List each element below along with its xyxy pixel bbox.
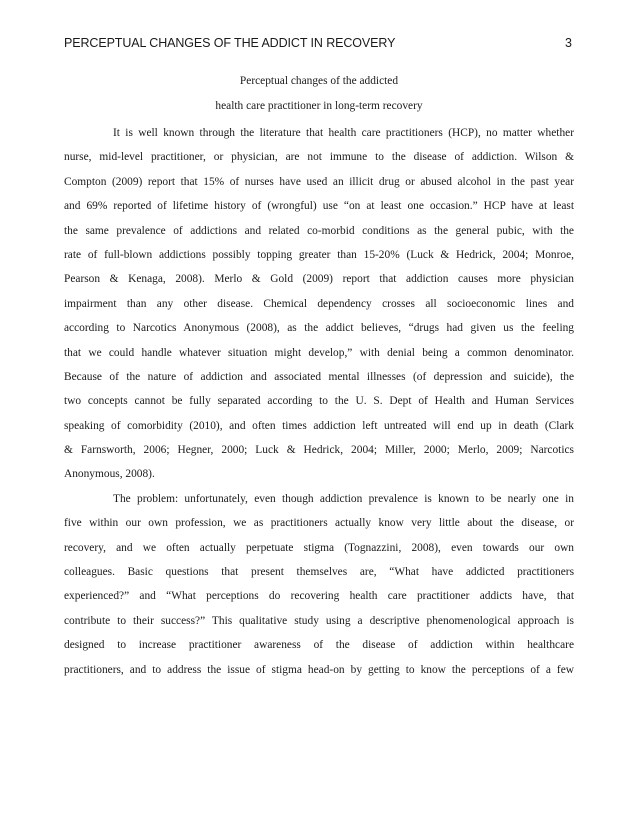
paragraph-line: and 69% reported of lifetime history of (wrongful) use “on at least one occasion.” HCP have at least (64, 200, 574, 213)
paragraph-line: speaking of comorbidity (2010), and often times addiction left untreated will end up in death (Clark (64, 419, 574, 432)
paragraph-line: practitioners, and to address the issue of stigma head-on by getting to know the perceptions of a few (64, 663, 574, 676)
paragraph-line: five within our own profession, we as practitioners actually know very little about the disease, or (64, 517, 574, 530)
paragraph-line: It is well known through the literature that health care practitioners (HCP), no matter whether (113, 127, 574, 139)
paragraph-line: designed to increase practitioner awareness of the disease of addiction within healthcare (64, 639, 574, 652)
running-head: PERCEPTUAL CHANGES OF THE ADDICT IN RECOVERY (64, 36, 396, 50)
page-number: 3 (565, 36, 572, 50)
paragraph-line: impairment than any other disease. Chemical dependency crosses all socioeconomic lines and (64, 297, 574, 310)
paragraph-line: contribute to their success?” This qualitative study using a descriptive phenomenological approach is (64, 614, 574, 627)
paragraph-line: recovery, and we often actually perpetuate stigma (Tognazzini, 2008), even towards our own (64, 541, 574, 554)
paragraph-line: & Farnsworth, 2006; Hegner, 2000; Luck & Hedrick, 2004; Miller, 2000; Merlo, 2009; Narcotics (64, 444, 574, 457)
title-line-1: Perceptual changes of the addicted (239, 75, 399, 87)
body-text (64, 121, 574, 682)
paragraph-line: Compton (2009) report that 15% of nurses have used an illicit drug or abused alcohol in the past year (64, 175, 574, 188)
paragraph-line: according to Narcotics Anonymous (2008), as the addict believes, “drugs had given us the feeling (64, 322, 574, 335)
paragraph-1 (64, 121, 574, 487)
paragraph-line: that we could handle whatever situation might develop,” with denial being a common denominator. (64, 346, 574, 359)
paragraph-line: colleagues. Basic questions that present themselves are, “What have addicted practitioners (64, 566, 574, 579)
paragraph-line: two concepts cannot be fully separated according to the U. S. Dept of Health and Human Services (64, 395, 574, 408)
paragraph-line: Because of the nature of addiction and associated mental illnesses (of depression and suicide), the (64, 370, 574, 383)
paragraph-line: nurse, mid-level practitioner, or physician, are not immune to the disease of addiction. Wilson & (64, 151, 574, 164)
paragraph-line: The problem: unfortunately, even though addiction prevalence is known to be nearly one in (113, 492, 574, 505)
paragraph-line: rate of full-blown addictions possibly topping greater than 15-20% (Luck & Hedrick, 2004; Monroe, (64, 248, 574, 261)
paragraph-line: experienced?” and “What perceptions do recovering health care practitioner addicts have, that (64, 590, 574, 603)
paragraph-line: the same prevalence of addictions and related co-morbid conditions as the general pubic, with the (64, 224, 574, 237)
title-line-2: health care practitioner in long-term recovery (215, 100, 423, 112)
paragraph-line: Pearson & Kenaga, 2008). Merlo & Gold (2009) report that addiction causes more physician (64, 273, 574, 286)
paragraph-2 (64, 487, 574, 682)
paragraph-line: Anonymous, 2008). (64, 468, 155, 481)
